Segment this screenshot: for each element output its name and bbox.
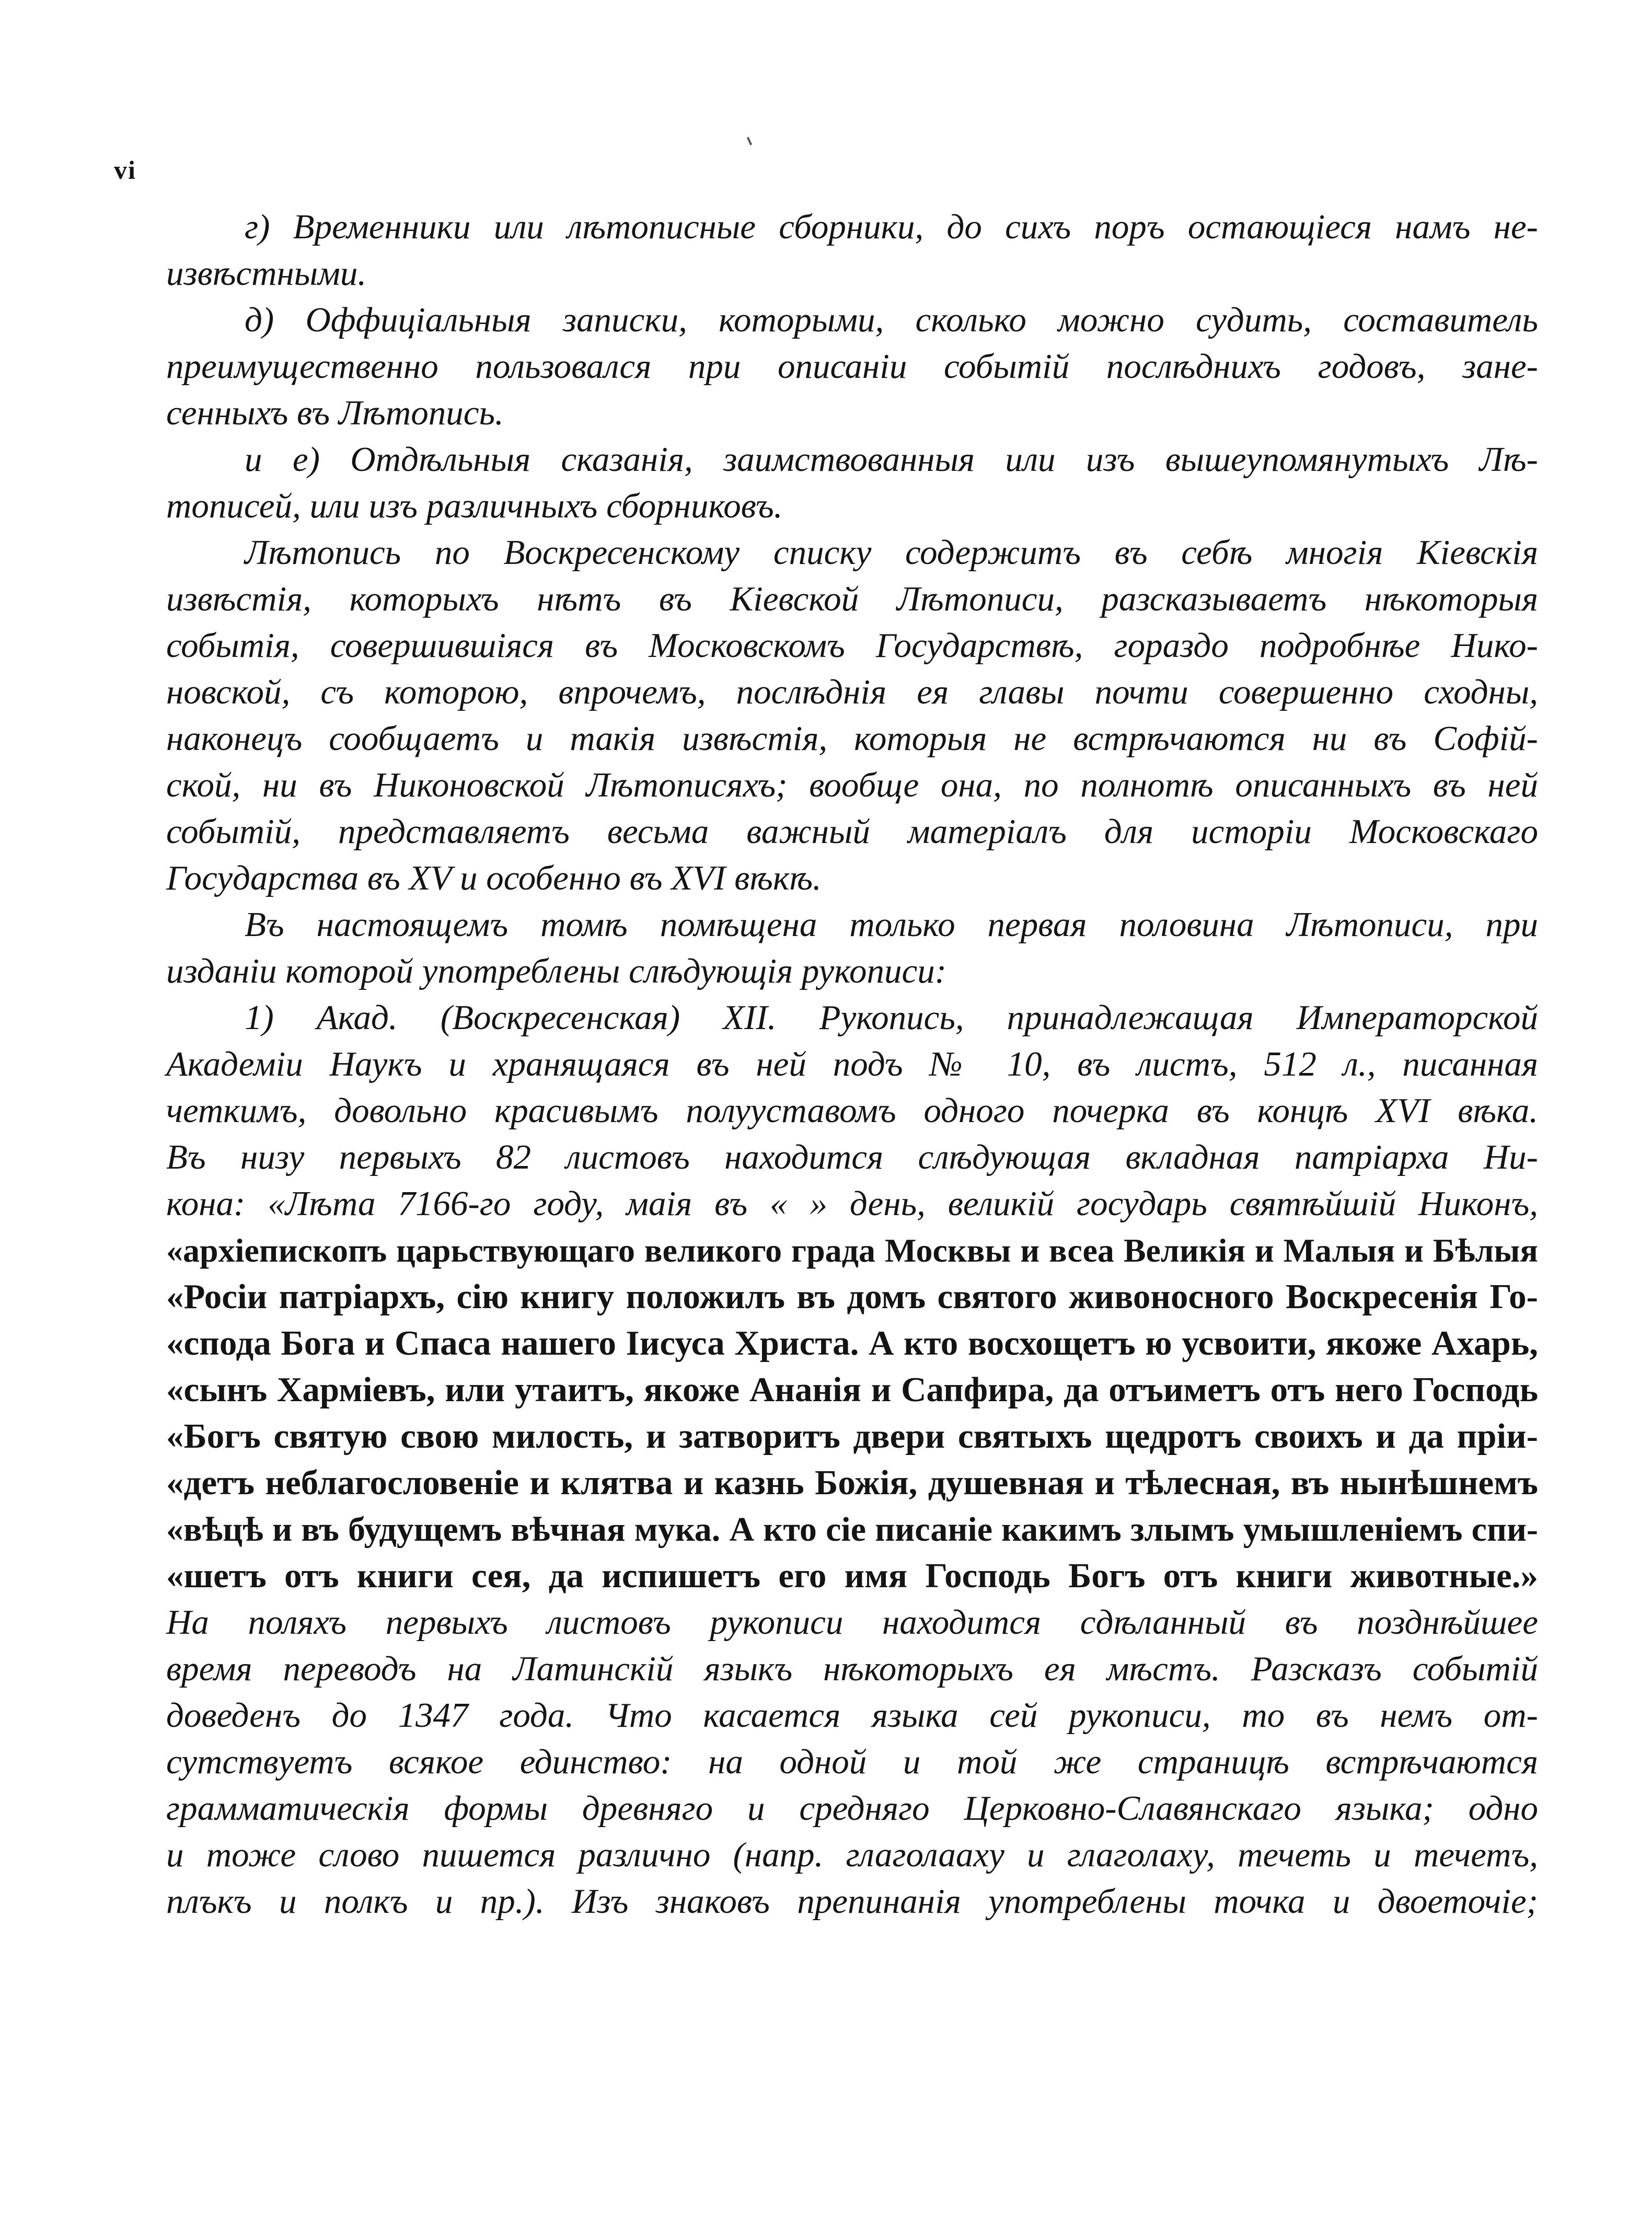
text-line: 1) Акад. (Воскресенская) XII. Рукопись, принадлежащая Императорской xyxy=(245,998,1538,1037)
text-line: «Богъ святую свою милость, и затворитъ двери святыхъ щедротъ своихъ и да пріи- xyxy=(166,1417,1538,1456)
text-line: наконецъ сообщаетъ и такія извѣстія, которыя не встрѣчаются ни въ Софій- xyxy=(166,719,1538,758)
text-line: г) Временники или лѣтописные сборники, до сихъ поръ остающіеся намъ не- xyxy=(245,207,1538,246)
text-line: изданіи которой употреблены слѣдующія рукописи: xyxy=(166,952,947,990)
text-line: грамматическія формы древняго и средняго Церковно-Славянскаго языка; одно xyxy=(166,1789,1538,1828)
text-line: доведенъ до 1347 года. Что касается языка сей рукописи, то въ немъ от- xyxy=(166,1696,1538,1735)
text-line: тописей, или изъ различныхъ сборниковъ. xyxy=(166,487,783,525)
text-line: сенныхъ въ Лѣтопись. xyxy=(166,394,504,432)
text-line: «шетъ отъ книги сея, да испишетъ его имя Господь Богъ отъ книги животные.» xyxy=(166,1556,1538,1595)
stray-ink-mark xyxy=(747,137,752,145)
text-line: «детъ неблагословеніе и клятва и казнь Божія, душевная и тѣлесная, въ нынѣшнемъ xyxy=(166,1463,1538,1502)
text-line: четкимъ, довольно красивымъ полууставомъ одного почерка въ концѣ XVI вѣка. xyxy=(166,1091,1538,1130)
text-line: новской, съ которою, впрочемъ, послѣднія ея главы почти совершенно сходны, xyxy=(166,673,1538,711)
text-line: д) Оффиціальныя записки, которыми, сколько можно судить, составитель xyxy=(245,301,1538,339)
text-line: событія, совершившіяся въ Московскомъ Государствѣ, гораздо подробнѣе Нико- xyxy=(166,626,1538,665)
text-line: Академіи Наукъ и хранящаяся въ ней подъ № 10, въ листъ, 512 л., писанная xyxy=(166,1045,1538,1083)
text-line: событій, представляетъ весьма важный матеріалъ для исторіи Московскаго xyxy=(166,812,1538,851)
text-line: и е) Отдѣльныя сказанія, заимствованныя или изъ вышеупомянутыхъ Лѣ- xyxy=(245,440,1538,479)
text-line: Лѣтопись по Воскресенскому списку содержитъ въ себѣ многія Кіевскія xyxy=(245,533,1538,572)
text-line: плъкъ и полкъ и пр.). Изъ знаковъ препинанія употреблены точка и двоеточіе; xyxy=(166,1882,1538,1921)
text-line: «спода Бога и Спаса нашего Іисуса Христа. А кто восхощетъ ю усвоити, якоже Ахарь, xyxy=(166,1324,1538,1363)
text-line: Государства въ XV и особенно въ XVI вѣкѣ. xyxy=(166,859,822,897)
text-line: «вѣцѣ и въ будущемъ вѣчная мука. А кто сіе писаніе какимъ злымъ умышленіемъ спи- xyxy=(166,1510,1538,1549)
text-line: преимущественно пользовался при описаніи событій послѣднихъ годовъ, зане- xyxy=(166,347,1538,386)
text-line: «сынъ Харміевъ, или утаитъ, якоже Ананія и Сапфира, да отъиметъ отъ него Господь xyxy=(166,1370,1538,1409)
text-line: и тоже слово пишется различно (напр. глаголааху и глаголаху, течеть и течетъ, xyxy=(166,1835,1538,1874)
page-number: vi xyxy=(114,155,136,184)
text-line: «Росіи патріархъ, сію книгу положилъ въ домъ святого живоносного Воскресенія Го- xyxy=(166,1277,1538,1316)
body-text xyxy=(166,204,1538,1925)
text-line: сутствуетъ всякое единство: на одной и той же страницѣ встрѣчаются xyxy=(166,1742,1538,1781)
text-line: извѣстными. xyxy=(166,254,367,293)
text-line: Въ низу первыхъ 82 листовъ находится слѣдующая вкладная патріарха Ни- xyxy=(166,1138,1538,1176)
text-line: Въ настоящемъ томѣ помѣщена только первая половина Лѣтописи, при xyxy=(245,905,1538,944)
text-line: кона: «Лѣта 7166-го году, маія въ « » день, великій государь святѣйшій Никонъ, xyxy=(166,1184,1538,1223)
text-line: время переводъ на Латинскій языкъ нѣкоторыхъ ея мѣстъ. Разсказъ событій xyxy=(166,1649,1538,1688)
text-line: ской, ни въ Никоновской Лѣтописяхъ; вообще она, по полнотѣ описанныхъ въ ней xyxy=(166,766,1538,804)
text-line: «архіепископъ царьствующаго великого града Москвы и всеа Великія и Малыя и Бѣлыя xyxy=(166,1232,1538,1269)
text-line: извѣстія, которыхъ нѣтъ въ Кіевской Лѣтописи, разсказываетъ нѣкоторыя xyxy=(166,580,1538,618)
text-line: На поляхъ первыхъ листовъ рукописи находится сдѣланный въ позднѣйшее xyxy=(166,1603,1538,1642)
